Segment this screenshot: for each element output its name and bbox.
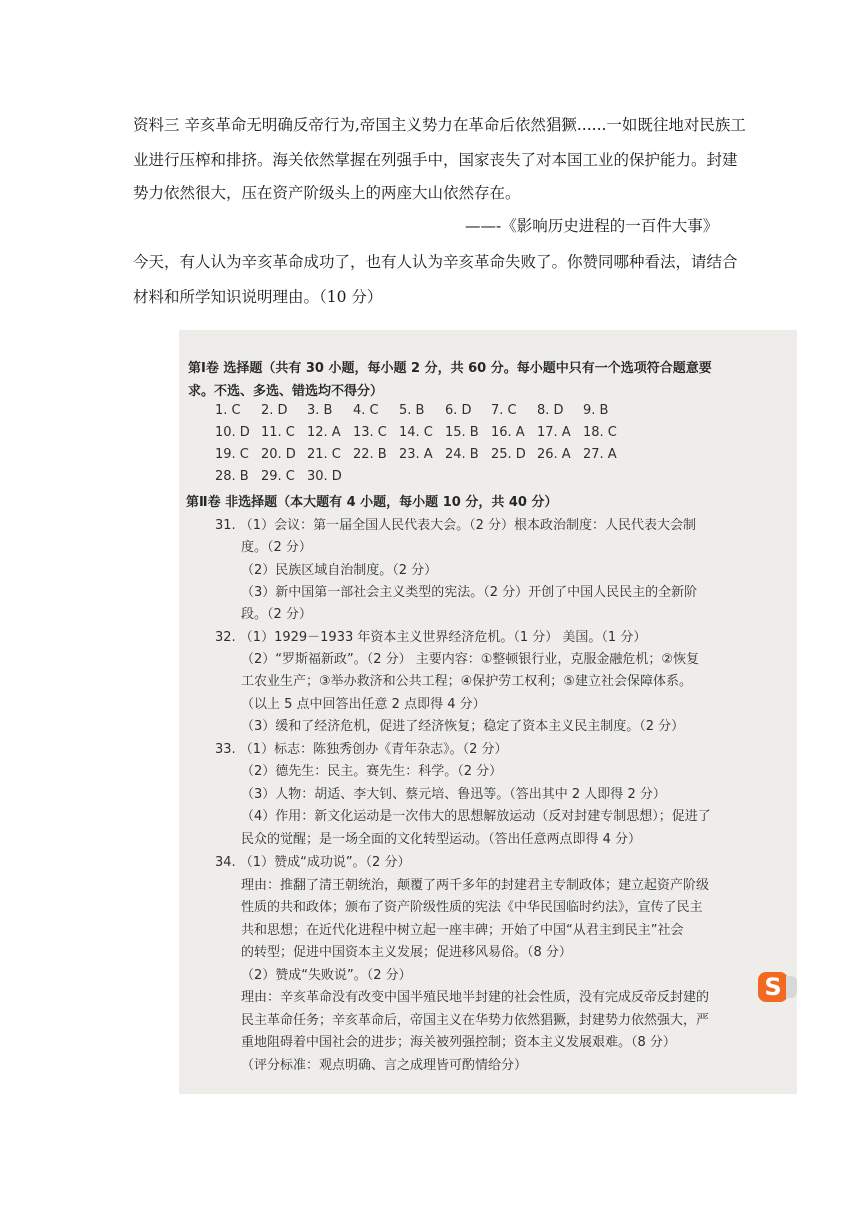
material-line-2: 业进行压榨和排挤。海关依然掌握在列强手中，国家丧失了对本国工业的保护能力。封建 <box>133 151 738 169</box>
choice-answer: 11. C <box>261 425 295 440</box>
answer-line: （2）民族区域自治制度。（2 分） <box>241 563 438 578</box>
choice-answer: 3. B <box>307 403 333 418</box>
answer-line: 理由：辛亥革命没有改变中国半殖民地半封建的社会性质，没有完成反帝反封建的 <box>241 990 710 1005</box>
part1-header-line-2: 求。不选、多选、错选均不得分） <box>188 384 384 399</box>
choice-answer: 22. B <box>353 447 387 462</box>
choice-answer: 13. C <box>353 425 387 440</box>
choice-answer: 9. B <box>583 403 609 418</box>
question-line-1: 今天，有人认为辛亥革命成功了，也有人认为辛亥革命失败了。你赞同哪种看法，请结合 <box>133 253 738 271</box>
choice-answer: 2. D <box>261 403 288 418</box>
answer-line: 31. （1）会议：第一届全国人民代表大会。（2 分）根本政治制度：人民代表大会制 <box>215 518 696 533</box>
question-line-2: 材料和所学知识说明理由。（10 分） <box>133 288 383 306</box>
answer-line: 34. （1）赞成“成功说”。（2 分） <box>215 855 411 870</box>
choice-answer: 15. B <box>445 425 479 440</box>
answer-line: 工农业生产；③举办救济和公共工程；④保护劳工权利；⑤建立社会保障体系。 <box>241 674 692 689</box>
material-line-3: 势力依然很大，压在资产阶级头上的两座大山依然存在。 <box>133 184 521 202</box>
answer-key-scan <box>179 330 797 1094</box>
choice-answer: 12. A <box>307 425 341 440</box>
choice-answer: 27. A <box>583 447 617 462</box>
choice-answer: 30. D <box>307 469 342 484</box>
answer-line: （3）新中国第一部社会主义类型的宪法。（2 分）开创了中国人民民主的全新阶 <box>241 585 698 600</box>
choice-answer: 7. C <box>491 403 517 418</box>
choice-answer: 4. C <box>353 403 379 418</box>
choice-answer: 24. B <box>445 447 479 462</box>
answer-line: （3）缓和了经济危机，促进了经济恢复；稳定了资本主义民主制度。（2 分） <box>241 719 685 734</box>
choice-answer: 21. C <box>307 447 341 462</box>
answer-line: （2）“罗斯福新政”。（2 分） 主要内容：①整顿银行业，克服金融危机；②恢复 <box>241 652 700 667</box>
answer-line: 民众的觉醒；是一场全面的文化转型运动。（答出任意两点即得 4 分） <box>241 832 642 847</box>
choice-answer: 29. C <box>261 469 295 484</box>
choice-row <box>215 425 629 440</box>
choice-row <box>215 447 629 462</box>
choice-answer: 28. B <box>215 469 249 484</box>
material-line-1: 资料三 辛亥革命无明确反帝行为,帝国主义势力在革命后依然猖獗......一如既往地对民族工 <box>133 116 746 134</box>
choice-answer: 23. A <box>399 447 433 462</box>
logo-tab-decoration <box>786 976 797 998</box>
answer-line: （4）作用：新文化运动是一次伟大的思想解放运动（反对封建专制思想）；促进了 <box>241 809 711 824</box>
choice-answer: 5. B <box>399 403 425 418</box>
choice-answer: 1. C <box>215 403 241 418</box>
answer-line: 32. （1）1929－1933 年资本主义世界经济危机。（1 分） 美国。（1 分） <box>215 630 647 645</box>
answer-line: （以上 5 点中回答出任意 2 点即得 4 分） <box>241 697 486 712</box>
answer-line: （2）赞成“失败说”。（2 分） <box>241 968 412 983</box>
answer-line: （2）德先生：民主。赛先生：科学。（2 分） <box>241 764 503 779</box>
choice-answer: 19. C <box>215 447 249 462</box>
answer-line: 理由：推翻了清王朝统治，颠覆了两千多年的封建君主专制政体；建立起资产阶级 <box>241 878 710 893</box>
choice-answer: 14. C <box>399 425 433 440</box>
part1-header-line-1: 第Ⅰ卷 选择题（共有 30 小题，每小题 2 分，共 60 分。每小题中只有一个选项符合题意要 <box>188 361 712 376</box>
answer-line: 33. （1）标志：陈独秀创办《青年杂志》。（2 分） <box>215 742 508 757</box>
choice-answer: 20. D <box>261 447 296 462</box>
answer-line: 共和思想；在近代化进程中树立起一座丰碑；开始了中国“从君主到民主”社会 <box>241 923 684 938</box>
choice-answer: 16. A <box>491 425 525 440</box>
choice-answer: 17. A <box>537 425 571 440</box>
answer-line: 的转型；促进中国资本主义发展；促进移风易俗。（8 分） <box>241 945 572 960</box>
choice-row <box>215 469 353 484</box>
answer-line: 民主革命任务；辛亥革命后，帝国主义在华势力依然猖獗，封建势力依然强大，严 <box>241 1013 710 1028</box>
part2-header: 第Ⅱ卷 非选择题（本大题有 4 小题，每小题 10 分，共 40 分） <box>186 495 558 510</box>
choice-answer: 6. D <box>445 403 472 418</box>
choice-answer: 8. D <box>537 403 564 418</box>
answer-line: （3）人物：胡适、李大钊、蔡元培、鲁迅等。（答出其中 2 人即得 2 分） <box>241 787 666 802</box>
choice-row <box>215 403 629 418</box>
choice-answer: 10. D <box>215 425 250 440</box>
sogou-logo-icon: S <box>758 972 788 1002</box>
answer-line: 段。（2 分） <box>241 607 312 622</box>
answer-line: 度。（2 分） <box>241 540 312 555</box>
choice-answer: 26. A <box>537 447 571 462</box>
choice-answer: 25. D <box>491 447 526 462</box>
answer-line: 性质的共和政体；颁布了资产阶级性质的宪法《中华民国临时约法》，宣传了民主 <box>241 900 703 915</box>
answer-line: （评分标准：观点明确、言之成理皆可酌情给分） <box>241 1058 528 1073</box>
answer-line: 重地阻碍着中国社会的进步；海关被列强控制；资本主义发展艰难。（8 分） <box>241 1035 676 1050</box>
material-source: ——-《影响历史进程的一百件大事》 <box>465 217 719 235</box>
choice-answer: 18. C <box>583 425 617 440</box>
